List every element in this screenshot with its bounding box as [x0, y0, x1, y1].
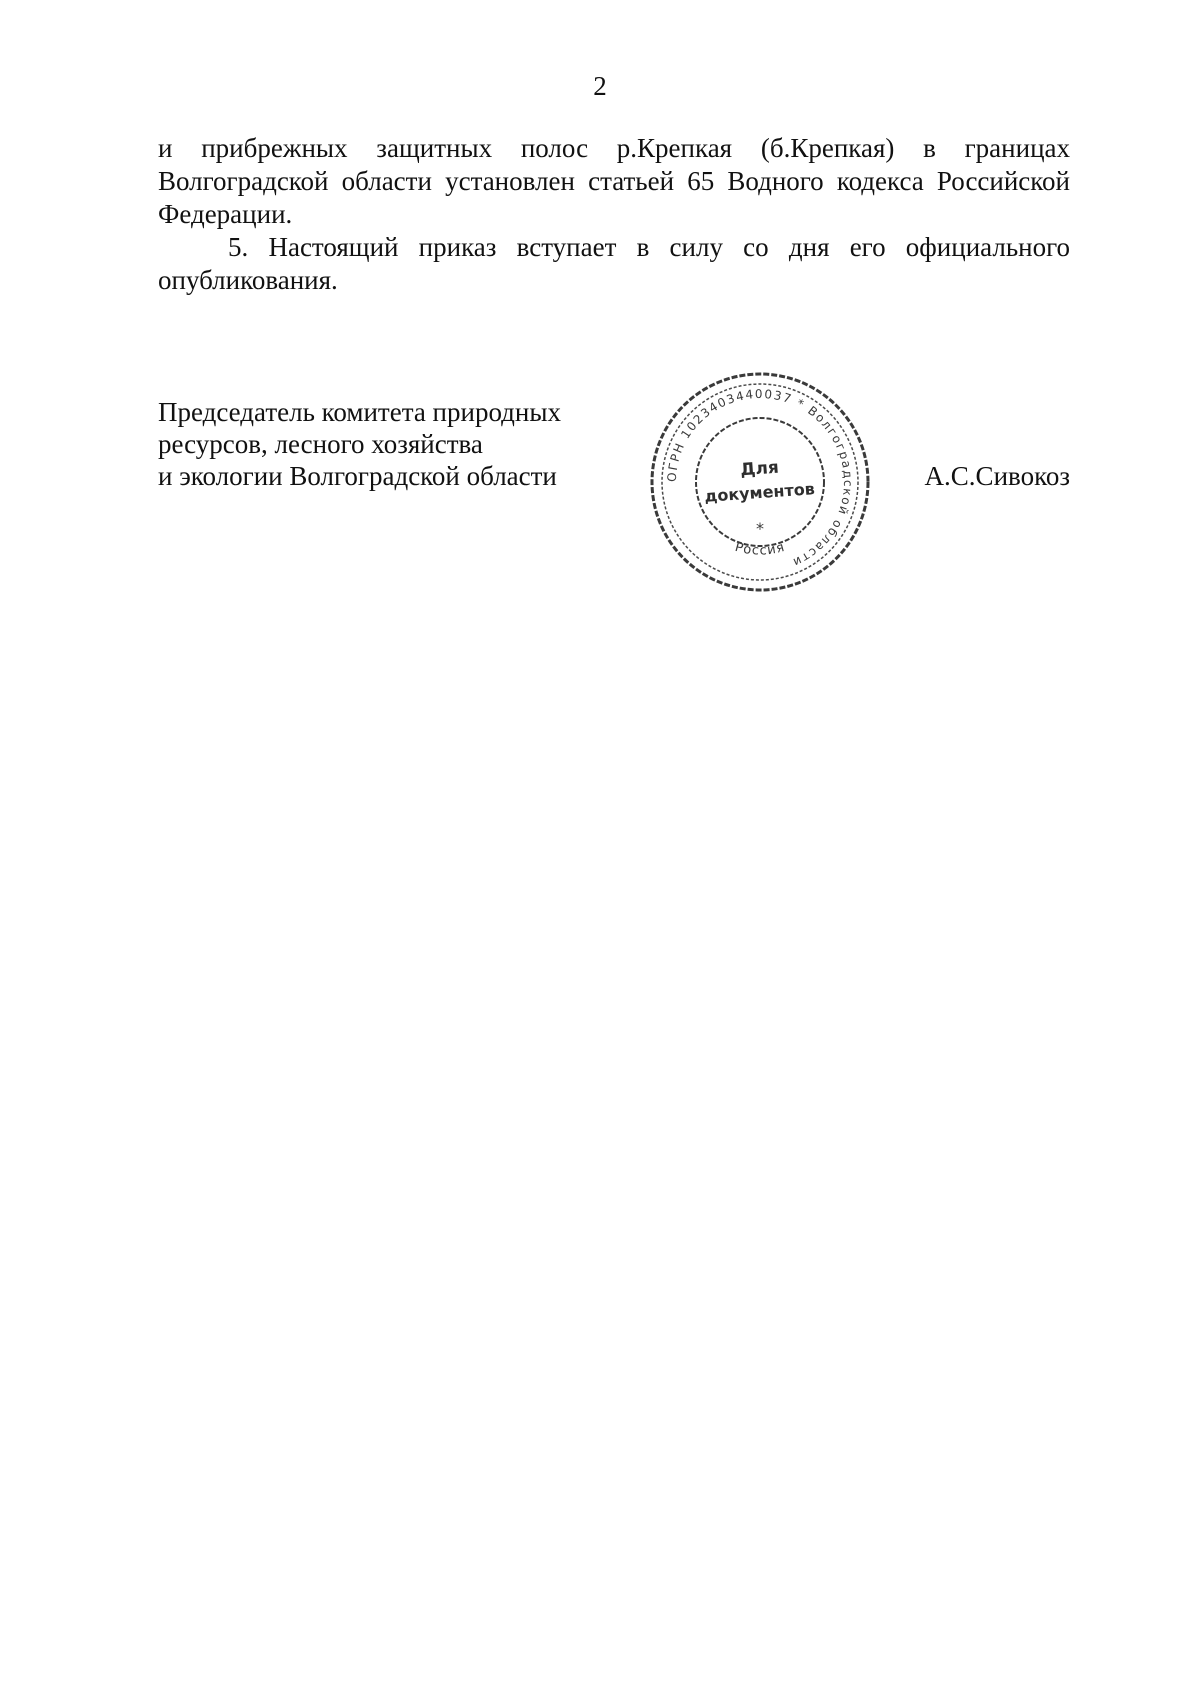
seal-bottom-text: Россия	[733, 539, 787, 559]
paragraph-effective-date: 5. Настоящий приказ вступает в силу со дня его официального опубликования.	[158, 232, 1070, 295]
seal-ring-text: ОГРН 1023403440037 * Волгоградской области	[664, 386, 856, 571]
page-number: 2	[593, 71, 607, 101]
signer-position	[158, 396, 618, 492]
document-body	[158, 132, 1070, 297]
seal-center-line-1: Для	[739, 457, 780, 481]
signer-position-line-2: ресурсов, лесного хозяйства	[158, 429, 483, 459]
signer-name: А.С.Сивокоз	[924, 461, 1070, 491]
signer-position-line-1: Председатель комитета природных	[158, 397, 562, 427]
official-seal	[640, 362, 880, 602]
seal-center-line-2: документов	[703, 479, 816, 506]
signer-position-line-3: и экологии Волгоградской области	[158, 461, 557, 491]
paragraph-continuation: и прибрежных защитных полос р.Крепкая (б.Крепкая) в границах Волгоградской области установлен статьей 65 Водного кодекса Российской Федерации.	[158, 133, 1070, 229]
seal-graphic	[640, 362, 880, 602]
seal-star-icon: *	[756, 519, 764, 538]
